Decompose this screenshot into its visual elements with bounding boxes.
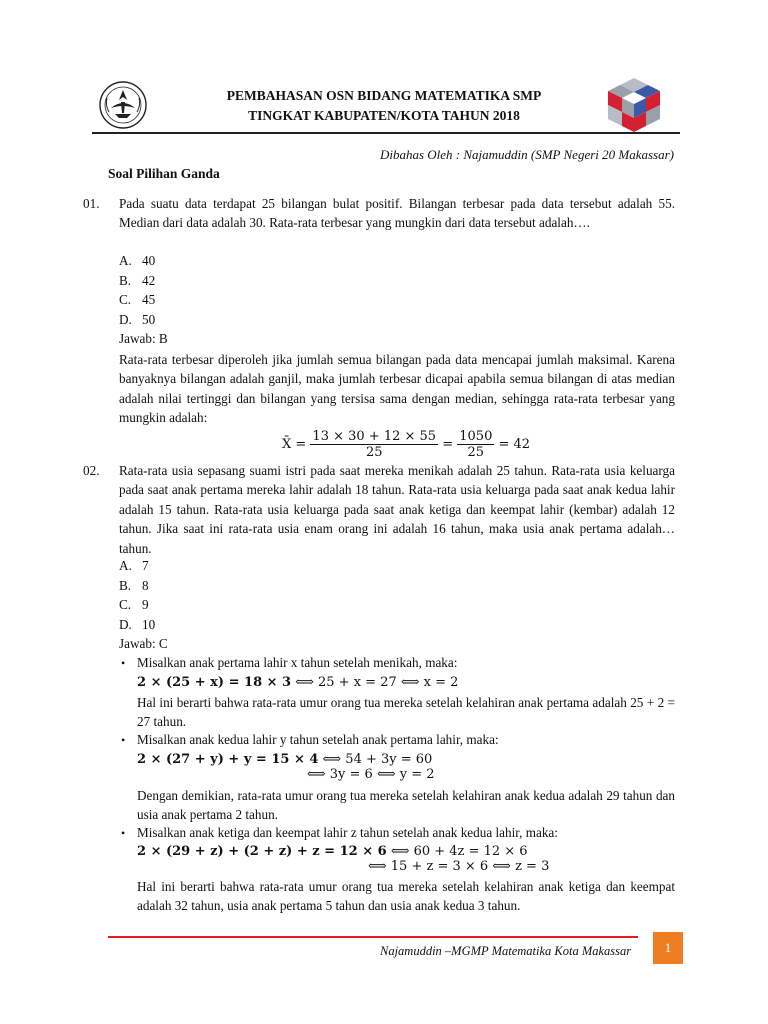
answer-line: Jawab: C (119, 636, 168, 651)
bullet-text: Hal ini berarti bahwa rata-rata umur orang tua mereka setelah kelahiran anak ketiga dan keempat adalah 32 tahun, usia anak pertama 5 tahun dan usia anak kedua 3 tahun. (137, 879, 675, 914)
option-d: D. 50 (119, 312, 156, 327)
question-number: 01. (83, 196, 100, 211)
page-title-line-2: TINGKAT KABUPATEN/KOTA TAHUN 2018 (248, 108, 520, 123)
bullet-icon: • (121, 733, 126, 747)
question-text: Rata-rata usia sepasang suami istri pada saat mereka menikah adalah 25 tahun. Rata-rata usia keluarga pada saat anak pertama mereka lahir adalah 18 tahun. Rata-rata usia keluarga pada saat anak kedua lahir adalah 15 tahun. Rata-rata usia keluarga pada saat anak ketiga dan keempat lahir (kembar) adalah 12 tahun. Jika saat ini rata-rata usia enam orang ini adalah 16 tahun, maka usia anak pertama adalah… tahun. (119, 463, 675, 556)
option-c: C. 9 (119, 597, 149, 612)
answer-line: Jawab: B (119, 331, 168, 346)
question-number: 02. (83, 463, 100, 478)
equation-line: ⟺ 3y = 6 ⟺ y = 2 (307, 767, 435, 782)
page-title-line-1: PEMBAHASAN OSN BIDANG MATEMATIKA SMP (226, 88, 542, 103)
equation-line: ⟺ 15 + z = 3 × 6 ⟺ z = 3 (368, 859, 550, 874)
author-line: Dibahas Oleh : Najamuddin (SMP Negeri 20 Makassar) (379, 147, 674, 162)
question-text: Pada suatu data terdapat 25 bilangan bulat positif. Bilangan terbesar pada data tersebut adalah 55. Median dari data adalah 30. Rata-rata terbesar yang mungkin dari data tersebut adalah…. (119, 196, 675, 231)
footer-rule (108, 936, 638, 938)
equation-line: 2 × (29 + z) + (2 + z) + z = 12 × 6 ⟺ 60 + 4z = 12 × 6 (137, 844, 528, 859)
equation-line: 2 × (27 + y) + y = 15 × 4 ⟺ 54 + 3y = 60 (137, 752, 433, 767)
option-b: B. 42 (119, 273, 156, 288)
bullet-icon: • (121, 826, 126, 840)
bullet-intro: Misalkan anak ketiga dan keempat lahir z tahun setelah anak kedua lahir, maka: (137, 825, 558, 840)
bullet-text: Hal ini berarti bahwa rata-rata umur orang tua mereka setelah kelahiran anak pertama adalah 25 + 2 = 27 tahun. (137, 695, 675, 730)
footer-text: Najamuddin –MGMP Matematika Kota Makassar (380, 944, 632, 958)
header-rule (92, 132, 680, 134)
equation-line: 2 × (25 + x) = 18 × 3 ⟺ 25 + x = 27 ⟺ x = 2 (137, 675, 459, 690)
cube-logo (604, 74, 664, 134)
mean-formula: X̄ = $\frac{13 \times 30 + 12 \times 55}{25}$ = $\frac{1050}{25}$ = 42 (282, 429, 531, 460)
bullet-icon: • (121, 656, 126, 670)
bullet-text: Dengan demikian, rata-rata umur orang tua mereka setelah kelahiran anak kedua adalah 29 tahun dan usia anak pertama 2 tahun. (137, 788, 675, 823)
option-c: C. 45 (119, 292, 156, 307)
section-title: Soal Pilihan Ganda (108, 166, 220, 181)
option-d: D. 10 (119, 617, 156, 632)
option-b: B. 8 (119, 578, 149, 593)
option-a: A. 7 (119, 558, 149, 573)
bullet-intro: Misalkan anak kedua lahir y tahun setelah anak pertama lahir, maka: (137, 732, 499, 747)
option-a: A. 40 (119, 253, 156, 268)
page-number: 1 (653, 932, 683, 964)
bullet-intro: Misalkan anak pertama lahir x tahun setelah menikah, maka: (137, 655, 458, 670)
explanation-text: Rata-rata terbesar diperoleh jika jumlah semua bilangan pada data mencapai jumlah maksimal. Karena banyaknya bilangan adalah ganjil, maka jumlah terbesar dicapai apabila semua bilangan di atas median adalah nilai tertinggi dan bilangan yang tersisa sama dengan median, sehingga rata-rata terbesar yang mungkin adalah: (119, 352, 675, 426)
